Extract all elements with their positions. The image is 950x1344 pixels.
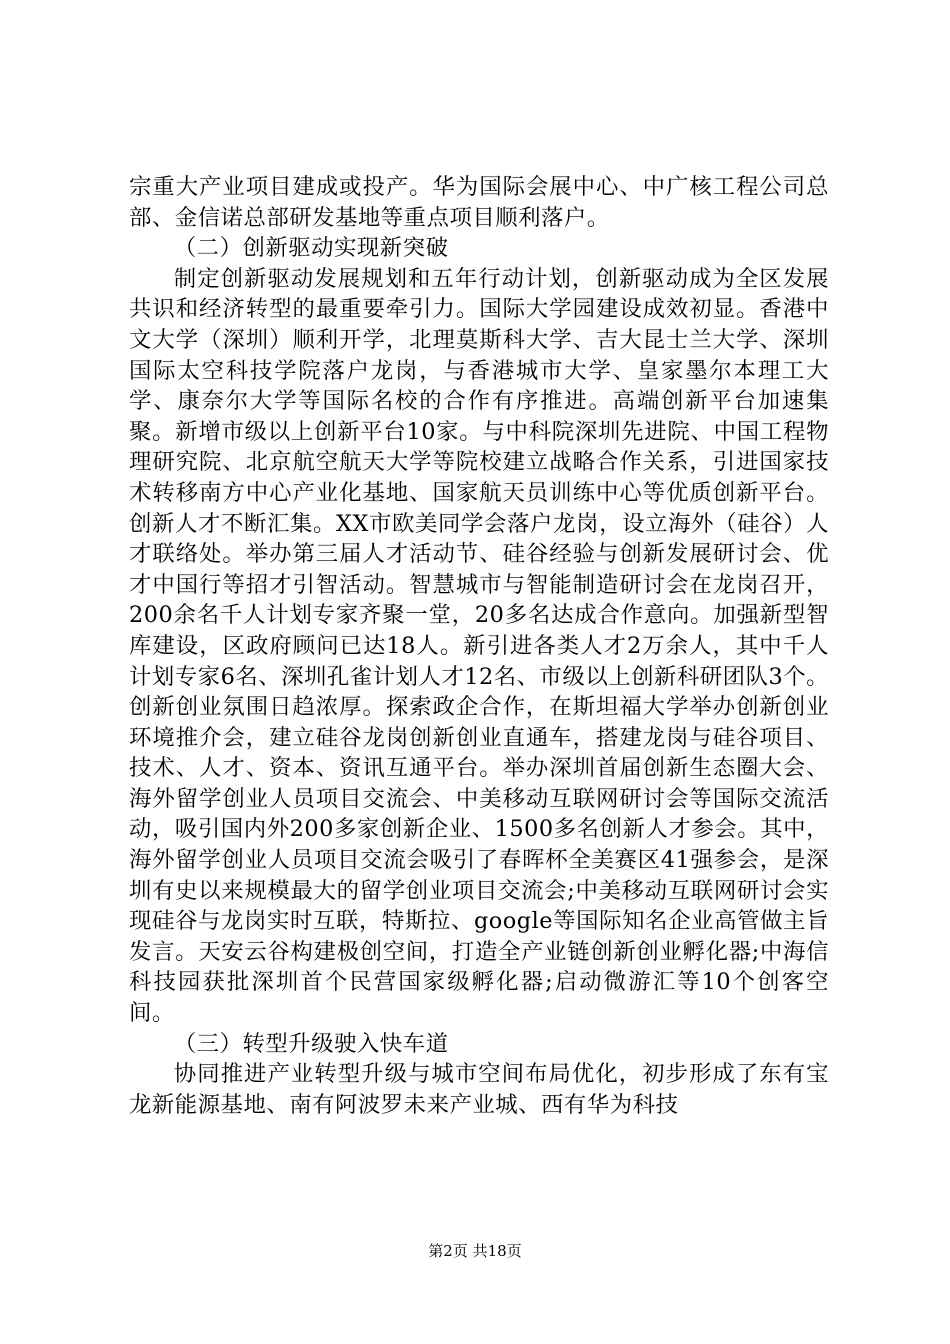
section-body-3: 协同推进产业转型升级与城市空间布局优化，初步形成了东有宝龙新能源基地、南有阿波罗未来产业城、西有华为科技: [129, 1061, 829, 1118]
section-heading-2: （二）创新驱动实现新突破: [173, 235, 449, 262]
paragraph-continuation: 宗重大产业项目建成或投产。华为国际会展中心、中广核工程公司总部、金信诺总部研发基地等重点项目顺利落户。: [129, 174, 829, 231]
document-body: [129, 172, 829, 1120]
page-number-footer: 第2页 共18页: [428, 1242, 522, 1260]
section-heading-3: （三）转型升级驶入快车道: [173, 1030, 449, 1057]
section-body-2: 制定创新驱动发展规划和五年行动计划，创新驱动成为全区发展共识和经济转型的最重要牵引力。国际大学园建设成效初显。香港中文大学（深圳）顺利开学，北理莫斯科大学、吉大昆士兰大学、深圳国际太空科技学院落户龙岗，与香港城市大学、皇家墨尔本理工大学、康奈尔大学等国际名校的合作有序推进。高端创新平台加速集聚。新增市级以上创新平台10家。与中科院深圳先进院、中国工程物理研究院、北京航空航天大学等院校建立战略合作关系，引进国家技术转移南方中心产业化基地、国家航天员训练中心等优质创新平台。创新人才不断汇集。XX市欧美同学会落户龙岗，设立海外（硅谷）人才联络处。举办第三届人才活动节、硅谷经验与创新发展研讨会、优才中国行等招才引智活动。智慧城市与智能制造研讨会在龙岗召开，200余名千人计划专家齐聚一堂，20多名达成合作意向。加强新型智库建设，区政府顾问已达18人。新引进各类人才2万余人，其中千人计划专家6名、深圳孔雀计划人才12名、市级以上创新科研团队3个。创新创业氛围日趋浓厚。探索政企合作，在斯坦福大学举办创新创业环境推介会，建立硅谷龙岗创新创业直通车，搭建龙岗与硅谷项目、技术、人才、资本、资讯互通平台。举办深圳首届创新生态圈大会、海外留学创业人员项目交流会、中美移动互联网研讨会等国际交流活动，吸引国内外200多家创新企业、1500多名创新人才参会。其中，海外留学创业人员项目交流会吸引了春晖杯全美赛区41强参会，是深圳有史以来规模最大的留学创业项目交流会;中美移动互联网研讨会实现硅谷与龙岗实时互联，特斯拉、google等国际知名企业高管做主旨发言。天安云谷构建极创空间，打造全产业链创新创业孵化器;中海信科技园获批深圳首个民营国家级孵化器;启动微游汇等10个创客空间。: [129, 265, 829, 1027]
